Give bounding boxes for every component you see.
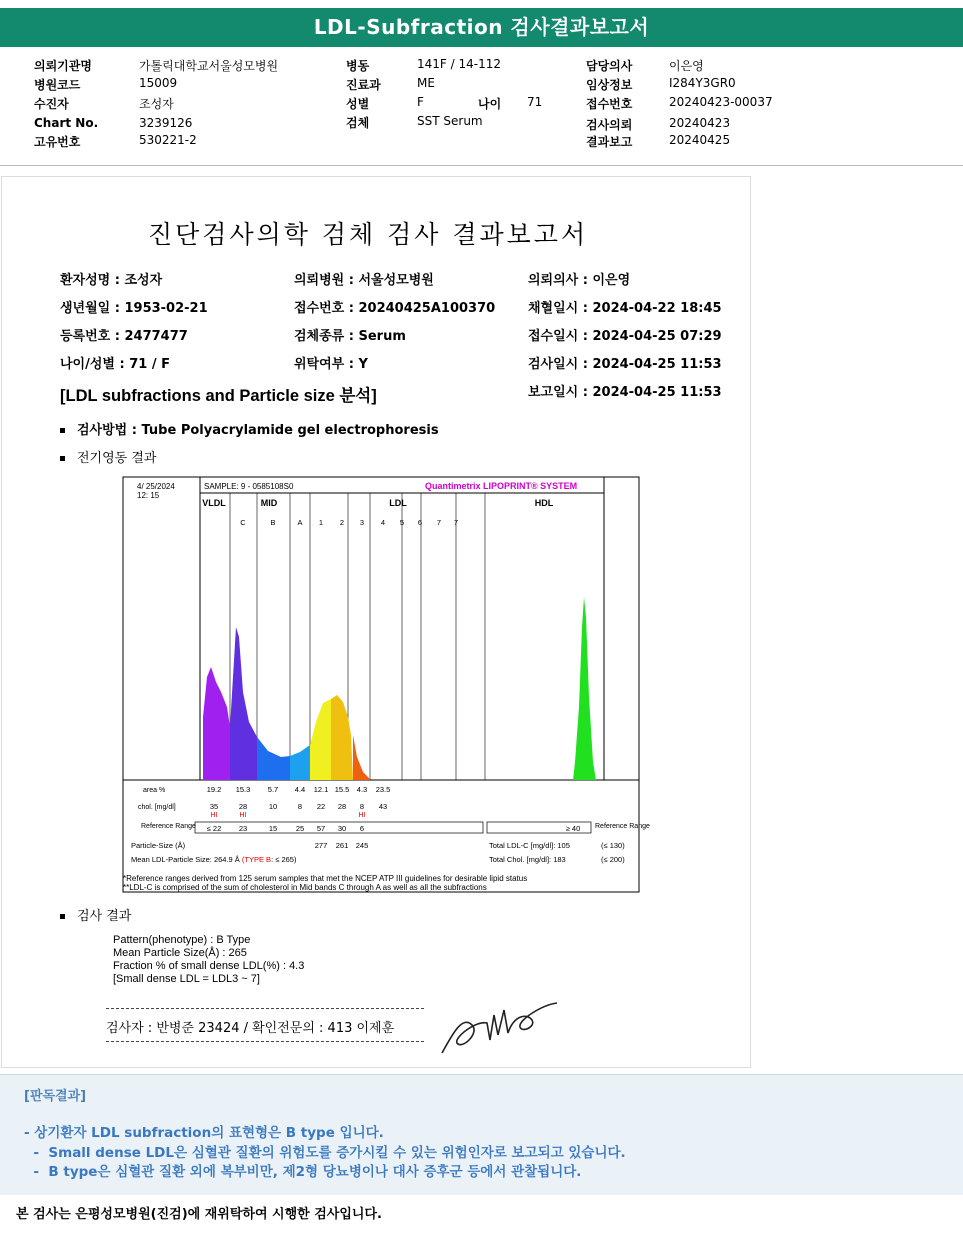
method-text: 검사방법 : Tube Polyacrylamide gel electrophoresis [77, 423, 439, 438]
section-title: [LDL subfractions and Particle size 분석] [60, 387, 377, 405]
chart-brand: Quantimetrix LIPOPRINT® SYSTEM [425, 481, 578, 491]
note-line: **LDL-C is comprised of the sum of cholesterol in Mid bands C through A as well as all the subfractions [123, 883, 487, 892]
chart-time: 12: 15 [137, 491, 160, 500]
chol-value: 43 [378, 802, 388, 811]
chol-value: 10 [268, 802, 278, 811]
electro-text: 전기영동 결과 [77, 451, 157, 466]
ref-value: ≥ 40 [565, 824, 581, 833]
band-label: 7 [436, 518, 442, 527]
group-label: LDL [389, 498, 407, 508]
band-label: 3 [359, 518, 365, 527]
patient-info: 채혈일시 : 2024-04-22 18:45 [528, 301, 722, 316]
header-value: 가톨릭대학교서울성모병원 [139, 59, 279, 73]
chol-value: 28 [238, 802, 248, 811]
chol-value: 35 [209, 802, 219, 811]
header-label: Chart No. [34, 116, 99, 130]
footer-note: 본 검사는 은평성모병원(진검)에 재위탁하여 시행한 검사입니다. [16, 1207, 382, 1222]
judgement-line: - 상기환자 LDL subfraction의 표현형은 B type 입니다. [24, 1125, 384, 1141]
electro-line [60, 447, 156, 466]
header-label: 병동 [346, 59, 370, 73]
patient-info: 등록번호 : 2477477 [60, 329, 188, 344]
ref-label: Reference Range [141, 823, 196, 830]
total-chol: Total Chol. [mg/dl]: 183 [489, 855, 566, 864]
patient-info: 접수번호 : 20240425A100370 [294, 301, 496, 316]
header-value: 20240423-00037 [669, 95, 773, 109]
order-header [0, 50, 963, 166]
header-label: 병원코드 [34, 78, 81, 92]
header-value: 이은영 [669, 59, 704, 73]
particle-label: Particle-Size (Å) [131, 841, 186, 850]
header-label: 검사의뢰 [586, 118, 633, 132]
chol-value: 8 [359, 802, 365, 811]
result-line: [Small dense LDL = LDL3 ~ 7] [113, 973, 260, 985]
patient-info: 생년월일 : 1953-02-21 [60, 301, 208, 316]
header-label: 나이 [478, 97, 502, 111]
chart-svg [123, 477, 650, 897]
page-title: LDL-Subfraction 검사결과보고서 [0, 8, 963, 47]
header-label: 진료과 [346, 78, 381, 92]
result-heading-line [60, 905, 131, 924]
ref-label: Reference Range [595, 823, 650, 830]
tester-line: 검사자 : 반병준 23424 / 확인전문의 : 413 이제훈 [106, 1021, 395, 1036]
ref-value: 57 [316, 824, 326, 833]
patient-info: 환자성명 : 조성자 [60, 273, 163, 288]
judgement-line: - Small dense LDL은 심혈관 질환의 위험도를 증가시킬 수 있는 위험인자로 보고되고 있습니다. [24, 1145, 626, 1161]
area-value: 4.3 [356, 785, 368, 794]
patient-info: 검사일시 : 2024-04-25 11:53 [528, 357, 722, 372]
particle-value: 277 [314, 841, 328, 850]
ref-value: ≤ 22 [206, 824, 222, 833]
ref-value: 30 [337, 824, 347, 833]
patient-info: 의뢰의사 : 이은영 [528, 273, 631, 288]
band-label: 7 [453, 518, 459, 527]
chol-value: 22 [316, 802, 326, 811]
report-title: 진단검사의학 검체 검사 결과보고서 [148, 220, 589, 249]
group-label: MID [260, 498, 278, 508]
header-label: 성별 [346, 97, 370, 111]
area-label: area % [143, 787, 166, 794]
header-label: 검체 [346, 116, 370, 130]
header-value: 530221-2 [139, 133, 197, 147]
header-label: 접수번호 [586, 97, 633, 111]
dashed-rule [106, 1041, 424, 1042]
total-chol-ref: (≤ 200) [601, 855, 625, 864]
area-value: 12.1 [313, 785, 329, 794]
group-label: HDL [534, 498, 554, 508]
report-image [1, 176, 751, 1068]
signature [432, 995, 562, 1065]
header-value: 조성자 [139, 97, 174, 111]
band-label: A [297, 518, 303, 527]
header-label: 결과보고 [586, 135, 633, 149]
header-value: ME [417, 76, 435, 90]
method-line [60, 419, 439, 438]
group-label: VLDL [202, 498, 226, 508]
header-value: 71 [527, 95, 543, 109]
chol-value: 8 [297, 802, 303, 811]
area-value: 15.3 [235, 785, 251, 794]
particle-value: 245 [355, 841, 369, 850]
lipoprint-chart [123, 477, 650, 897]
patient-info: 위탁여부 : Y [294, 357, 368, 372]
mean-size: Mean LDL-Particle Size: 264.9 Å (TYPE B: ≤ 265) [131, 855, 297, 864]
chol-flag: HI [239, 812, 247, 819]
area-value: 19.2 [206, 785, 222, 794]
total-ldl: Total LDL-C [mg/dl]: 105 [489, 841, 570, 850]
header-label: 수진자 [34, 97, 69, 111]
area-value: 5.7 [267, 785, 279, 794]
header-label: 고유번호 [34, 135, 81, 149]
patient-info: 검체종류 : Serum [294, 329, 406, 344]
chol-value: 28 [337, 802, 347, 811]
note-line: *Reference ranges derived from 125 serum samples that met the NCEP ATP III guidelines for desirable lipid status [123, 874, 528, 883]
area-value: 4.4 [294, 785, 306, 794]
ref-value: 15 [268, 824, 278, 833]
result-line: Pattern(phenotype) : B Type [113, 934, 251, 946]
result-block [113, 934, 304, 986]
band-label: C [240, 518, 246, 527]
judgement-line: - B type은 심혈관 질환 외에 복부비만, 제2형 당뇨병이나 대사 증후군 등에서 관찰됩니다. [24, 1164, 582, 1180]
header-value: 20240423 [669, 116, 731, 130]
ref-value: 23 [238, 824, 248, 833]
band-label: 1 [318, 518, 324, 527]
band-label: 2 [339, 518, 345, 527]
chol-flag: HI [210, 812, 218, 819]
area-value: 23.5 [375, 785, 391, 794]
header-value: F [417, 95, 424, 109]
chol-label: chol. [mg/dl] [138, 804, 176, 811]
chol-flag: HI [358, 812, 366, 819]
ref-value: 6 [359, 824, 365, 833]
area-value: 15.5 [334, 785, 350, 794]
dashed-rule [106, 1008, 424, 1009]
band-label: 6 [417, 518, 423, 527]
patient-info: 나이/성별 : 71 / F [60, 357, 171, 372]
report-time: 보고일시 : 2024-04-25 11:53 [528, 385, 722, 400]
chart-notes [123, 874, 527, 892]
band-label: B [270, 518, 276, 527]
ref-value: 25 [295, 824, 305, 833]
chart-sample: SAMPLE: 9 - 0585108S0 [204, 482, 294, 491]
total-ldl-ref: (≤ 130) [601, 841, 625, 850]
patient-info: 접수일시 : 2024-04-25 07:29 [528, 329, 722, 344]
judgement-panel [0, 1074, 963, 1195]
result-line: Fraction % of small dense LDL(%) : 4.3 [113, 960, 305, 972]
header-value: 3239126 [139, 116, 193, 130]
band-label: 4 [380, 518, 386, 527]
header-value: SST Serum [417, 114, 483, 128]
header-value: 15009 [139, 76, 178, 90]
patient-info: 의뢰병원 : 서울성모병원 [294, 273, 434, 288]
header-label: 의뢰기관명 [34, 59, 92, 73]
band-label: 5 [399, 518, 405, 527]
chart-date: 4/ 25/2024 [137, 482, 175, 491]
header-value: 20240425 [669, 133, 731, 147]
header-label: 임상정보 [586, 78, 633, 92]
judgement-title: [판독결과] [24, 1089, 87, 1104]
header-label: 담당의사 [586, 59, 633, 73]
result-line: Mean Particle Size(Å) : 265 [113, 947, 247, 959]
result-heading: 검사 결과 [77, 909, 132, 924]
particle-value: 261 [335, 841, 349, 850]
header-value: 141F / 14-112 [417, 57, 501, 71]
header-value: I284Y3GR0 [669, 76, 736, 90]
